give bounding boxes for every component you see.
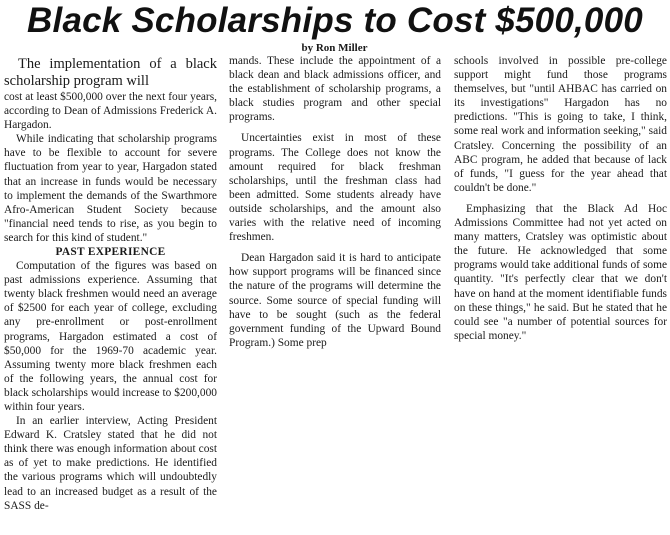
lede-paragraph: The implementation of a black scholarship program will <box>4 56 217 89</box>
paragraph: Computation of the figures was based on past admissions experience. Assuming that twenty black freshmen would need an average of $2500 for each year of college, excluding any pre-enrollment or post-enrollment programs, Hargadon estimated a cost of $50,000 for the 1969-70 academic year. Assuming twenty more black freshmen each of the following years, the annual cost for black scholarships would increase to $200,000 within four years. <box>4 260 217 413</box>
byline: by Ron Miller <box>301 42 368 54</box>
column-3 <box>454 54 667 533</box>
headline: Black Scholarships to Cost $500,000 <box>27 1 643 40</box>
paragraph: While indicating that scholarship programs have to be flexible to account for severe fluctuation from year to year, Hargadon stated that an increase in funds would be necessary to implement the demands of the Swarthmore Afro-American Student Society because "financial need tends to rise, as you begin to search for this kind of student." <box>4 133 217 244</box>
paragraph: cost at least $500,000 over the next four years, according to Dean of Admissions Frederick A. Hargadon. <box>4 91 217 132</box>
paragraph: schools involved in possible pre-college support might fund those programs themselves, but "until AHBAC has carried on its investigations" Hargadon has no predictions. "This is going to take, I think, some real work and information seeking," said Cratsley. Concerning the possibility of an ABC program, he added that because of lack of funds, "I guess for the year ahead that couldn't be done." <box>454 55 667 194</box>
paragraph: Dean Hargadon said it is hard to anticipate how support programs will be financed since the nature of the programs will determine the source. Some source of special funding will have to be sought (such as the federal government funding of the Upward Bound Program.) Some prep <box>229 252 441 349</box>
column-1 <box>4 56 217 535</box>
subhead: PAST EXPERIENCE <box>55 246 166 259</box>
paragraph: Uncertainties exist in most of these programs. The College does not know the amount required for black freshman scholarships, until the freshman class had been admitted. Some students already have outside scholarships, and the amount also varies with the relative need of incoming freshmen. <box>229 132 441 244</box>
paragraph: In an earlier interview, Acting President Edward K. Cratsley stated that he did not think there was enough information about cost as of yet to make predictions. He identified the various programs which will undoubtedly lead to an increased budget as a result of the SASS de- <box>4 415 217 512</box>
paragraph: mands. These include the appointment of a black dean and black admissions officer, and the establishment of scholarship programs, a black studies program and other special programs. <box>229 55 441 124</box>
paragraph: Emphasizing that the Black Ad Hoc Admissions Committee had not yet acted on many matters, Cratsley was optimistic about the future. He acknowledged that some programs would take additional funds of some quantity. "It's perfectly clear that we don't have on hand at the moment identifiable funds on these things," he said. But he stated that he could see "a number of potential sources for special money." <box>454 202 667 342</box>
column-2 <box>229 54 441 533</box>
